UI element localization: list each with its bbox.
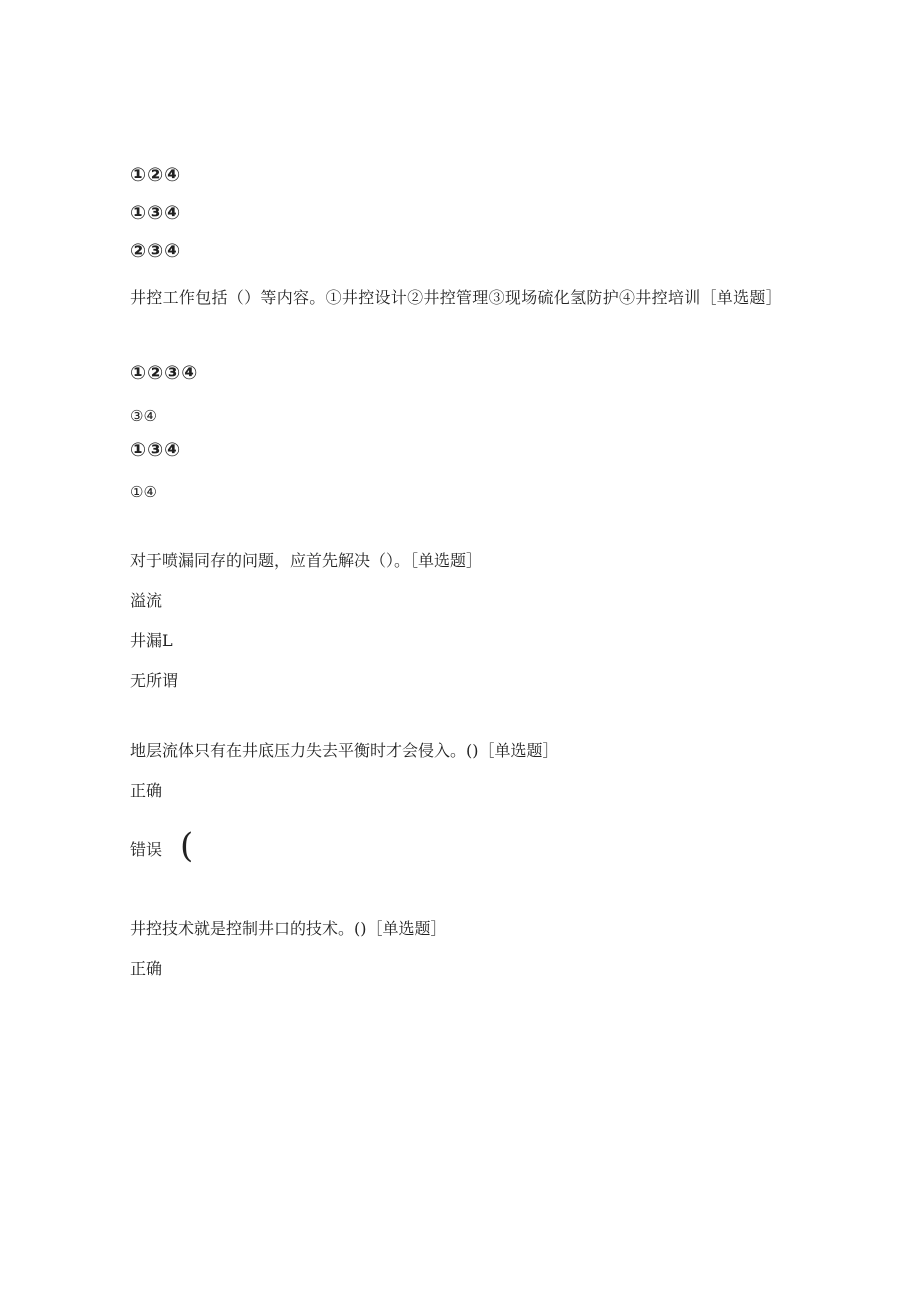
option-text: ①②④ bbox=[130, 164, 182, 186]
stray-parenthesis-mark: ( bbox=[180, 826, 194, 866]
option-text: ①③④ bbox=[130, 202, 182, 224]
option-text: 无所谓 bbox=[130, 671, 179, 690]
option-text: 正确 bbox=[130, 959, 163, 978]
option-text: 正确 bbox=[130, 781, 163, 800]
question-text: 地层流体只有在井底压力失去平衡时才会侵入。()［单选题］ bbox=[130, 741, 559, 760]
question-text: 井控技术就是控制井口的技术。()［单选题］ bbox=[130, 919, 447, 938]
option-text: 井漏L bbox=[130, 631, 173, 650]
option-text: 错误 bbox=[130, 840, 163, 859]
question-text: 对于喷漏同存的问题，应首先解决（）。［单选题］ bbox=[130, 551, 483, 570]
option-text: ①④ bbox=[130, 483, 157, 501]
option-text: 溢流 bbox=[130, 591, 163, 610]
option-text: ①②③④ bbox=[130, 362, 199, 384]
option-text: ①③④ bbox=[130, 439, 182, 461]
question-text: 井控工作包括（）等内容。①井控设计②井控管理③现场硫化氢防护④井控培训［单选题］ bbox=[130, 288, 783, 307]
option-text: ③④ bbox=[130, 407, 157, 425]
option-text: ②③④ bbox=[130, 240, 182, 262]
